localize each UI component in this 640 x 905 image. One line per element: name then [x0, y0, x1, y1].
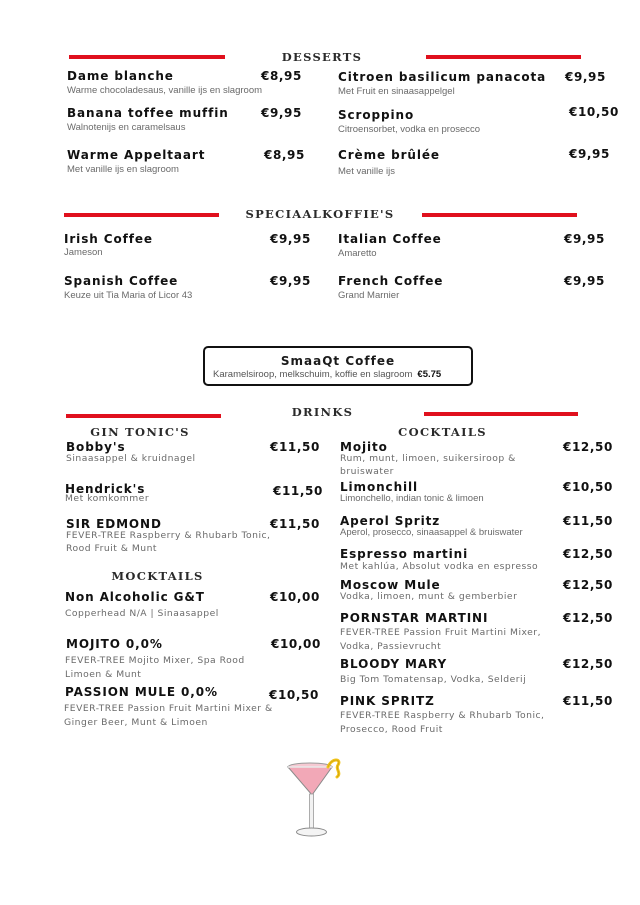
- menu-item-price: €9,95: [270, 232, 311, 246]
- subheading-gin-tonics: GIN TONIC'S: [90, 425, 190, 439]
- menu-item-desc: Vodka, limoen, munt & gemberbier: [340, 591, 518, 602]
- menu-item-name: Irish Coffee: [64, 232, 153, 246]
- menu-item-price: €11,50: [273, 484, 323, 498]
- menu-item-name: Spanish Coffee: [64, 274, 179, 288]
- menu-item-desc: FEVER-TREE Mojito Mixer, Spa Rood: [65, 655, 245, 666]
- menu-item-price: €11,50: [563, 514, 613, 528]
- menu-item-desc: Amaretto: [338, 248, 377, 259]
- menu-item-price: €10,00: [271, 637, 321, 651]
- menu-item-price: €9,95: [569, 147, 610, 161]
- menu-item-name: SIR EDMOND: [66, 517, 162, 531]
- menu-item-desc: Limonchello, indian tonic & limoen: [340, 493, 484, 504]
- menu-item-price: €12,50: [563, 611, 613, 625]
- menu-item-name: French Coffee: [338, 274, 444, 288]
- menu-item-name: Dame blanche: [67, 69, 174, 83]
- menu-item-desc: Citroensorbet, vodka en prosecco: [338, 124, 481, 135]
- menu-item-price: €12,50: [563, 547, 613, 561]
- menu-item-desc: Rum, munt, limoen, suikersiroop &: [340, 453, 516, 464]
- menu-item-desc: Met vanille ijs: [338, 166, 396, 177]
- menu-item-desc: Met kahlúa, Absolut vodka en espresso: [340, 561, 539, 572]
- menu-item-desc: Warme chocoladesaus, vanille ijs en slagroom: [67, 85, 263, 96]
- menu-item-desc-line2: Prosecco, Rood Fruit: [340, 724, 443, 735]
- menu-item-name: Non Alcoholic G&T: [65, 590, 205, 604]
- menu-item-price: €10,50: [269, 688, 319, 702]
- menu-item-desc: Big Tom Tomatensap, Vodka, Selderij: [340, 674, 527, 685]
- menu-item-price: €9,95: [564, 232, 605, 246]
- subheading-mocktails: MOCKTAILS: [111, 569, 204, 583]
- menu-item-price: €11,50: [563, 694, 613, 708]
- menu-item-desc-line2: Limoen & Munt: [65, 669, 142, 680]
- menu-item-desc: Aperol, prosecco, sinaasappel & bruiswater: [340, 527, 523, 538]
- menu-item-price: €11,50: [270, 517, 320, 531]
- menu-item-desc: Keuze uit Tia Maria of Licor 43: [64, 290, 193, 301]
- divider-rule: [424, 412, 578, 416]
- menu-item-price: €12,50: [563, 440, 613, 454]
- menu-item-price: €10,50: [563, 480, 613, 494]
- menu-item-price: €9,95: [565, 70, 606, 84]
- menu-item-desc: FEVER-TREE Passion Fruit Martini Mixer &: [64, 703, 273, 714]
- section-heading-koffie: SPECIAALKOFFIE'S: [245, 207, 395, 221]
- menu-item-desc-line2: Rood Fruit & Munt: [66, 543, 158, 554]
- menu-item-name: Italian Coffee: [338, 232, 442, 246]
- menu-item-desc: Walnotenijs en caramelsaus: [67, 122, 186, 133]
- menu-item-desc-line2: Vodka, Passievrucht: [340, 641, 442, 652]
- menu-item-price: €8,95: [261, 69, 302, 83]
- menu-item-desc: Jameson: [64, 247, 103, 258]
- menu-item-name: Citroen basilicum panacota: [338, 70, 547, 84]
- menu-item-desc-line2: bruiswater: [340, 466, 394, 477]
- menu-item-price: €12,50: [563, 657, 613, 671]
- menu-item-name: MOJITO 0,0%: [66, 637, 163, 651]
- menu-item-price: €12,50: [563, 578, 613, 592]
- featured-item-desc-line: [213, 369, 441, 380]
- menu-item-desc: Met vanille ijs en slagroom: [67, 164, 179, 175]
- menu-item-desc: FEVER-TREE Passion Fruit Martini Mixer,: [340, 627, 541, 638]
- menu-item-desc: Copperhead N/A | Sinaasappel: [65, 608, 219, 619]
- menu-item-desc: FEVER-TREE Raspberry & Rhubarb Tonic,: [340, 710, 545, 721]
- menu-item-name: PINK SPRITZ: [340, 694, 435, 708]
- cocktail-glass-icon: [280, 755, 360, 845]
- menu-item-price: €10,00: [270, 590, 320, 604]
- menu-item-name: Scroppino: [338, 108, 415, 122]
- menu-item-price: €9,95: [270, 274, 311, 288]
- menu-item-name: PASSION MULE 0,0%: [65, 685, 218, 699]
- menu-item-desc: FEVER-TREE Raspberry & Rhubarb Tonic,: [66, 530, 271, 541]
- divider-rule: [66, 414, 221, 418]
- featured-item-desc: Karamelsiroop, melkschuim, koffie en slagroom: [213, 369, 413, 380]
- menu-item-name: PORNSTAR MARTINI: [340, 611, 489, 625]
- section-heading-desserts: DESSERTS: [281, 50, 363, 64]
- menu-item-name: Limonchill: [340, 480, 419, 494]
- menu-item-desc: Met Fruit en sinaasappelgel: [338, 86, 455, 97]
- featured-item-box: [203, 346, 473, 386]
- menu-item-name: Mojito: [340, 440, 388, 454]
- menu-item-price: €10,50: [569, 105, 619, 119]
- divider-rule: [69, 55, 225, 59]
- divider-rule: [426, 55, 581, 59]
- divider-rule: [64, 213, 219, 217]
- menu-item-desc: Met komkommer: [65, 493, 150, 504]
- menu-item-price: €11,50: [270, 440, 320, 454]
- menu-item-price: €8,95: [264, 148, 305, 162]
- menu-item-name: Moscow Mule: [340, 578, 441, 592]
- featured-item-price: €5.75: [417, 369, 442, 380]
- featured-item-name: SmaaQt Coffee: [280, 354, 396, 368]
- menu-item-name: Bobby's: [66, 440, 126, 454]
- menu-item-name: Crème brûlée: [338, 148, 440, 162]
- menu-item-desc: Grand Marnier: [338, 290, 400, 301]
- menu-item-name: Aperol Spritz: [340, 514, 441, 528]
- subheading-cocktails: COCKTAILS: [398, 425, 487, 439]
- menu-item-name: Espresso martini: [340, 547, 469, 561]
- menu-item-name: BLOODY MARY: [340, 657, 448, 671]
- divider-rule: [422, 213, 577, 217]
- menu-item-name: Hendrick's: [65, 482, 146, 496]
- menu-item-name: Banana toffee muffin: [67, 106, 229, 120]
- menu-item-desc: Sinaasappel & kruidnagel: [66, 453, 196, 464]
- menu-item-name: Warme Appeltaart: [67, 148, 206, 162]
- menu-item-price: €9,95: [261, 106, 302, 120]
- menu-item-price: €9,95: [564, 274, 605, 288]
- section-heading-drinks: DRINKS: [291, 405, 354, 419]
- menu-item-desc-line2: Ginger Beer, Munt & Limoen: [64, 717, 208, 728]
